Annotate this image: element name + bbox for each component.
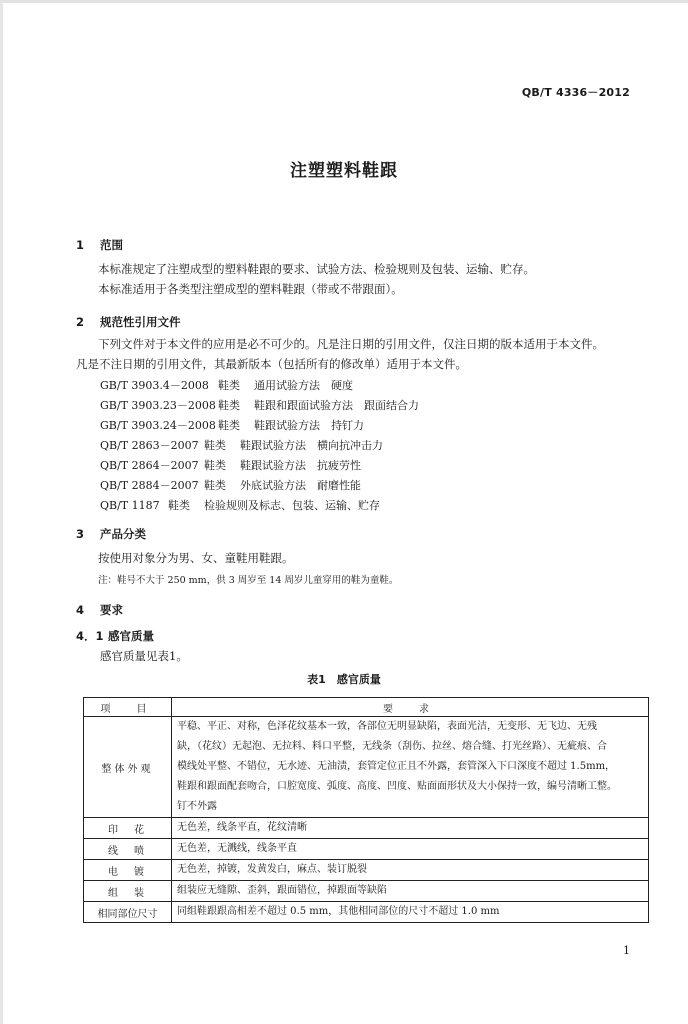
table-cell-requirement: 无色差，无溅线，线条平直 — [172, 839, 649, 860]
table-cell-requirement: 无色差，掉镀，发黄发白，麻点、装订脱裂 — [172, 860, 649, 881]
reference-item — [100, 397, 419, 413]
section-title: 范围 — [100, 238, 123, 252]
reference-code: GB/T 3903.23－2008 — [100, 399, 216, 412]
section-number: 1 — [76, 238, 85, 252]
paragraph: 按使用对象分为男、女、童鞋用鞋跟。 — [98, 551, 294, 565]
standard-code: QB/T 4336－2012 — [521, 86, 630, 99]
reference-category: 鞋类 — [204, 459, 226, 472]
table-header-row — [84, 698, 649, 717]
reference-code: QB/T 2884－2007 — [100, 479, 199, 492]
paragraph: 凡是不注日期的引用文件，其最新版本（包括所有的修改单）适用于本文件。 — [76, 357, 467, 371]
requirement-line: 模线处平整、不错位，无水迹、无油渍，套管定位正且不外露，套管深入下口深度不超过 1.5mm， — [177, 761, 616, 772]
table-cell-item: 电 镀 — [84, 860, 172, 881]
table-cell-requirement — [172, 717, 649, 818]
table-cell-item: 线 喷 — [84, 839, 172, 860]
reference-item — [100, 497, 380, 513]
table-row — [84, 818, 649, 839]
section-number: 3 — [76, 527, 85, 541]
reference-category: 鞋类 — [218, 399, 240, 412]
table-cell-requirement: 无色差，线条平直，花纹清晰 — [172, 818, 649, 839]
reference-code: QB/T 2864－2007 — [100, 459, 199, 472]
subsection-title: 感官质量 — [108, 629, 154, 643]
page-number: 1 — [623, 944, 630, 957]
section-number: 2 — [76, 315, 85, 329]
table-cell-item: 印 花 — [84, 818, 172, 839]
table-cell-requirement: 组装应无缝隙、歪斜，跟面错位，掉跟面等缺陷 — [172, 881, 649, 902]
reference-code: GB/T 3903.4－2008 — [100, 379, 209, 392]
reference-title: 鞋跟试验方法 横向抗冲击力 — [240, 439, 383, 452]
reference-title: 鞋跟试验方法 抗疲劳性 — [240, 459, 361, 472]
section-number: 4 — [76, 603, 85, 617]
section-2-heading — [76, 314, 181, 330]
section-title: 规范性引用文件 — [100, 315, 181, 329]
scan-edge-top — [0, 0, 688, 3]
note: 注：鞋号不大于 250 mm，供 3 周岁至 14 周岁儿童穿用的鞋为童鞋。 — [98, 575, 399, 586]
table-row — [84, 717, 649, 818]
reference-item — [100, 377, 353, 393]
reference-code: GB/T 3903.24－2008 — [100, 419, 216, 432]
reference-item — [100, 457, 361, 473]
table-row — [84, 860, 649, 881]
reference-title: 外底试验方法 耐磨性能 — [240, 479, 361, 492]
reference-category: 鞋类 — [218, 379, 240, 392]
reference-item — [100, 417, 364, 433]
table-cell-requirement: 同组鞋跟跟高相差不超过 0.5 mm，其他相同部位的尺寸不超过 1.0 mm — [172, 902, 649, 923]
section-title: 产品分类 — [100, 527, 146, 541]
reference-title: 鞋跟试验方法 持钉力 — [254, 419, 364, 432]
reference-code: QB/T 2863－2007 — [100, 439, 199, 452]
section-4-heading — [76, 602, 123, 618]
table-row — [84, 839, 649, 860]
reference-title: 鞋跟和跟面试验方法 跟面结合力 — [254, 399, 419, 412]
table-cell-item: 整体外观 — [84, 717, 172, 818]
subsection-heading — [76, 628, 154, 644]
paragraph: 本标准规定了注塑成型的塑料鞋跟的要求、试验方法、检验规则及包装、运输、贮存。 — [98, 262, 535, 276]
paragraph: 本标准适用于各类型注塑成型的塑料鞋跟（带或不带跟面）。 — [98, 282, 403, 296]
reference-category: 鞋类 — [204, 479, 226, 492]
scan-edge-left — [0, 0, 3, 1024]
paragraph: 下列文件对于本文件的应用是必不可少的。凡是注日期的引用文件，仅注日期的版本适用于本文件。 — [98, 337, 604, 351]
reference-category: 鞋类 — [168, 499, 190, 512]
reference-item — [100, 437, 383, 453]
paragraph: 感官质量见表1。 — [100, 649, 188, 663]
reference-code: QB/T 1187 — [100, 499, 160, 512]
table-row — [84, 881, 649, 902]
requirement-line: 鞋跟和跟面配套吻合，口腔宽度、弧度、高度、凹度、贴面面形状及大小保持一致，编号清晰工整。 — [177, 781, 617, 792]
reference-title: 通用试验方法 硬度 — [254, 379, 353, 392]
section-1-heading — [76, 237, 123, 253]
requirement-line: 平稳、平正、对称，色泽花纹基本一致，各部位无明显缺陷，表面光洁，无变形、无飞边、无残 — [177, 721, 597, 732]
quality-table — [83, 697, 649, 923]
table-cell-item: 组 装 — [84, 881, 172, 902]
document-title: 注塑塑料鞋跟 — [290, 161, 398, 181]
requirement-line: 钉不外露 — [177, 801, 217, 812]
table-cell-item: 相同部位尺寸 — [84, 902, 172, 923]
requirement-line: 缺，（花纹）无起泡、无拉料、料口平整，无线条（刮伤、拉丝、熔合缝、打光丝路）、无疵痕、合 — [177, 741, 607, 752]
table-row — [84, 902, 649, 923]
subsection-number: 4．1 — [76, 629, 104, 643]
section-title: 要求 — [100, 603, 123, 617]
reference-category: 鞋类 — [204, 439, 226, 452]
reference-category: 鞋类 — [218, 419, 240, 432]
reference-item — [100, 477, 361, 493]
section-3-heading — [76, 526, 146, 542]
reference-title: 检验规则及标志、包装、运输、贮存 — [204, 499, 380, 512]
table-title: 表1 感官质量 — [307, 673, 381, 686]
table-header: 项 目 — [84, 698, 172, 717]
table-header: 要 求 — [172, 698, 649, 717]
